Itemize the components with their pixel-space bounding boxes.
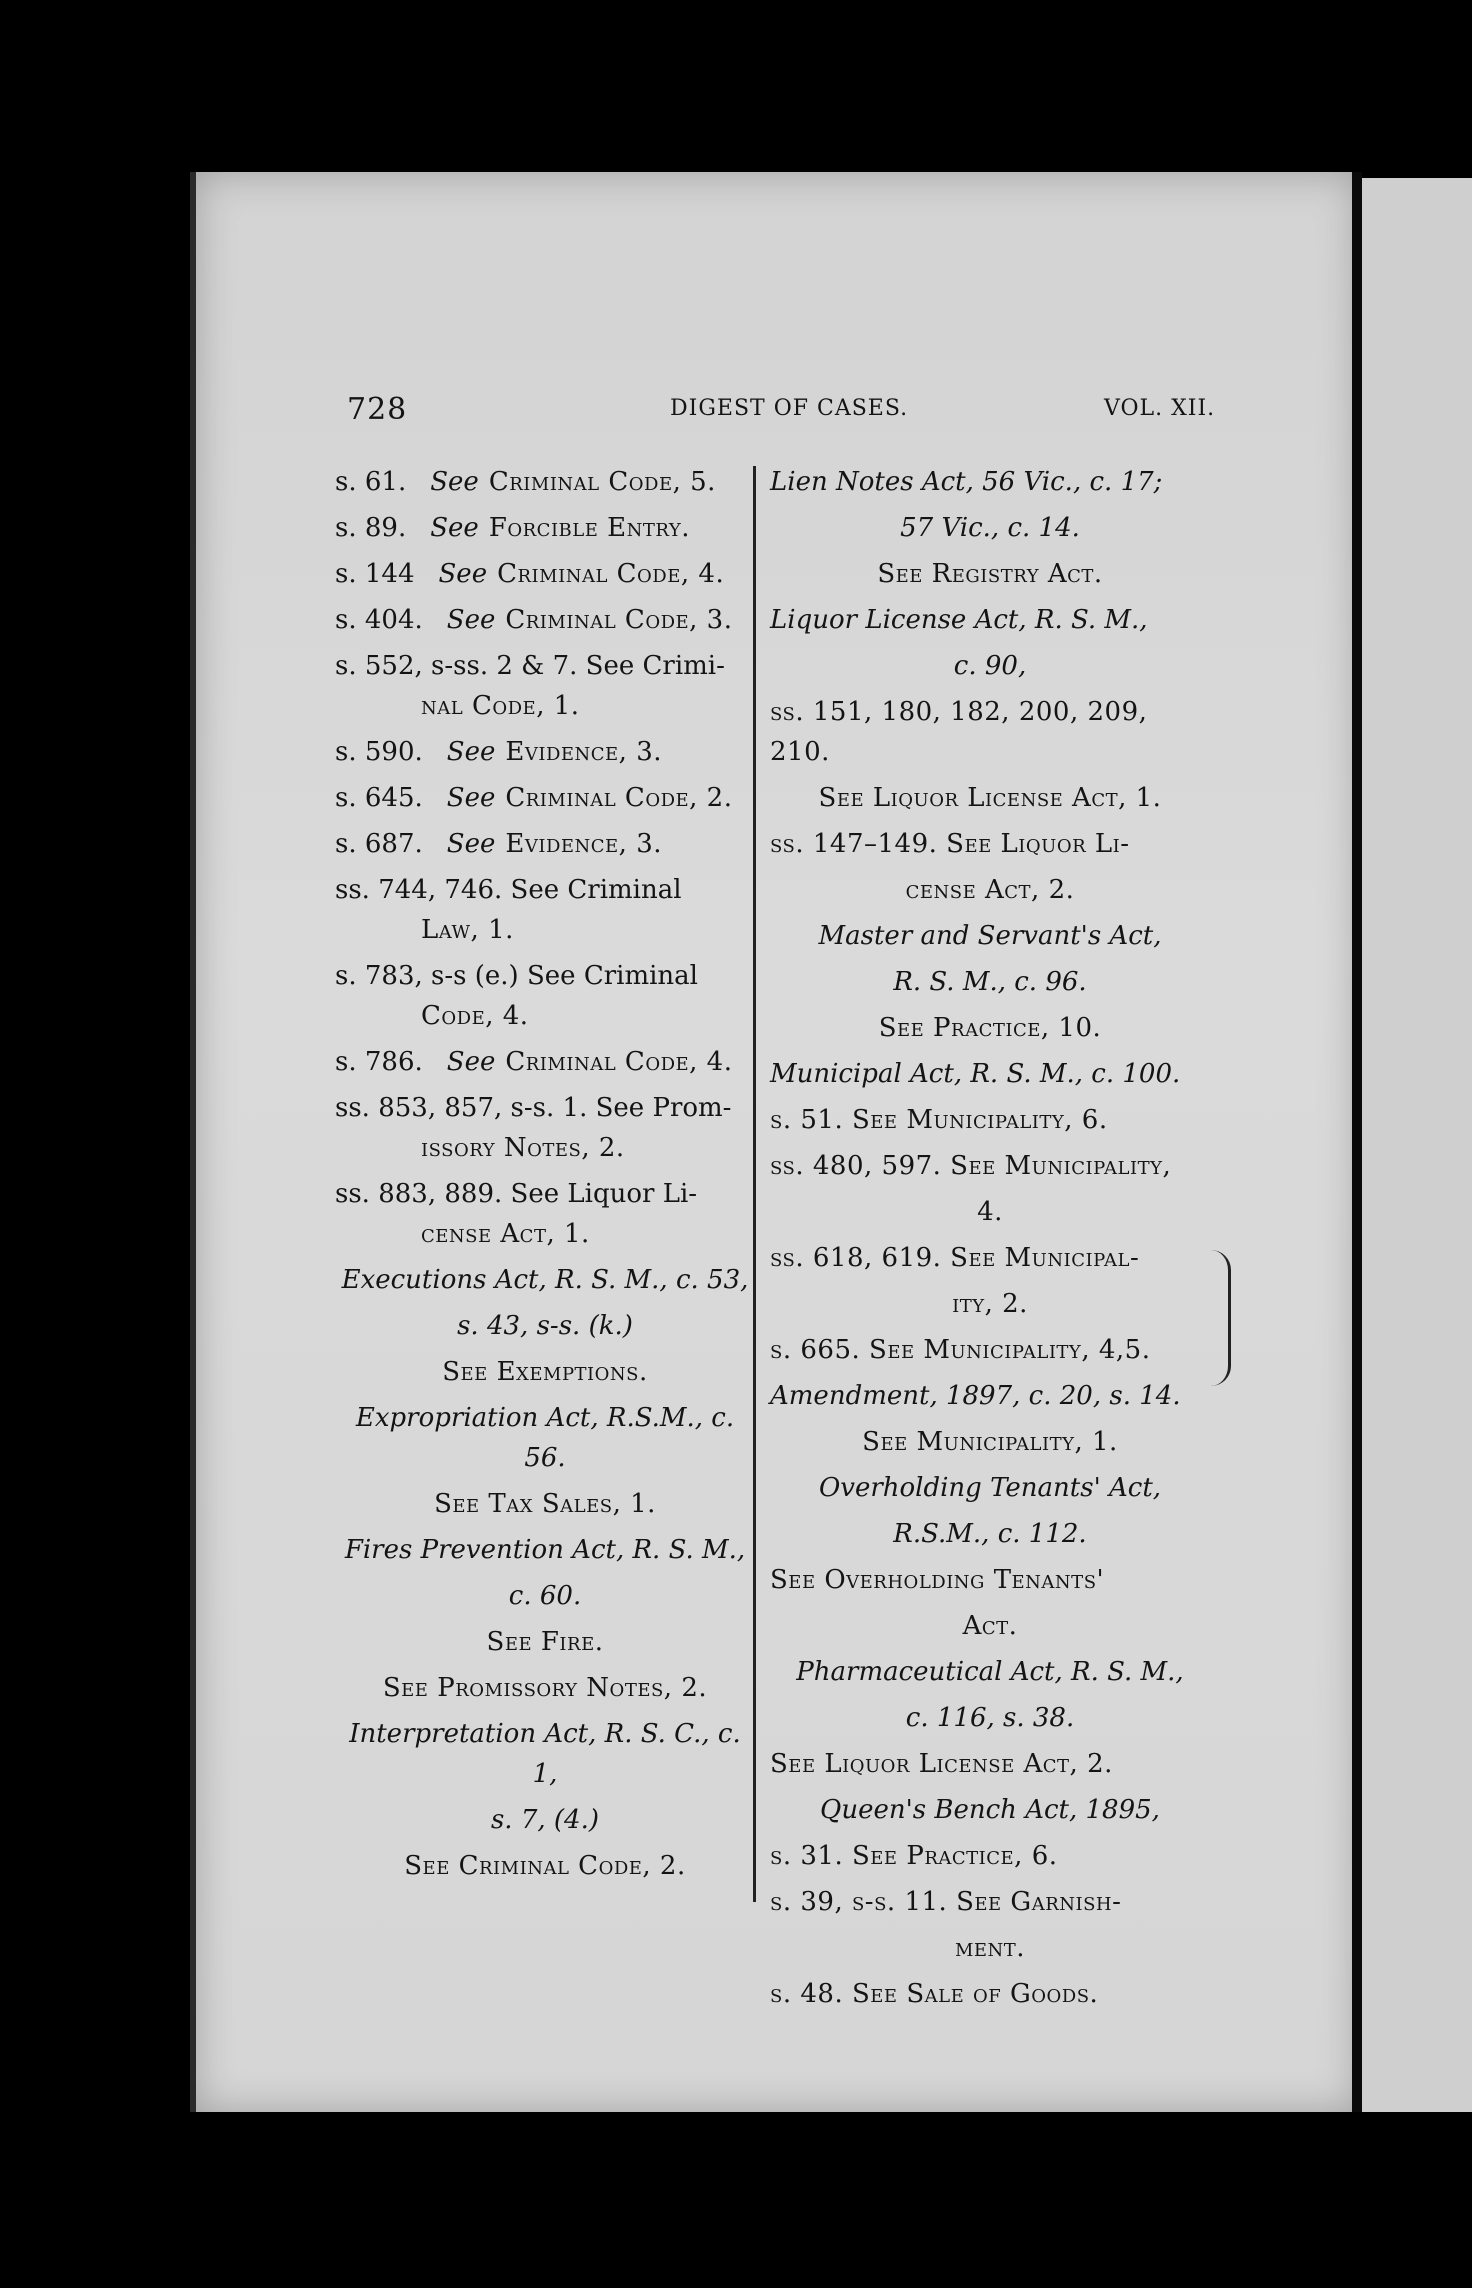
see-word: See: [438, 559, 488, 589]
index-entry: [335, 508, 755, 548]
see-reference: See Promissory Notes, 2.: [382, 1673, 708, 1703]
index-entry: See Registry Act.: [877, 559, 1103, 589]
section-ref: s. 61.: [335, 467, 407, 497]
index-entry: s. 48. See Sale of Goods.: [770, 1979, 1099, 2009]
index-entry: [335, 778, 755, 818]
index-entry: [335, 600, 755, 640]
index-entry: [335, 824, 755, 864]
statute-heading: 57 Vic., c. 14.: [900, 513, 1080, 543]
cross-reference: Evidence, 3.: [505, 829, 663, 859]
entry-line: ss. 853, 857, s-s. 1. See Prom-: [335, 1093, 732, 1123]
statute-heading: Overholding Tenants' Act,: [818, 1473, 1162, 1503]
statute-heading: s. 7, (4.): [490, 1805, 600, 1835]
entry-continuation: cense Act, 1.: [421, 1219, 590, 1249]
index-entry: See Practice, 10.: [878, 1013, 1102, 1043]
see-word: See: [446, 1047, 496, 1077]
statute-heading: Lien Notes Act, 56 Vic., c. 17;: [770, 467, 1163, 497]
entry-continuation: Code, 4.: [421, 1001, 529, 1031]
section-ref: s. 404.: [335, 605, 423, 635]
statute-heading: Executions Act, R. S. M., c. 53,: [341, 1265, 749, 1295]
statute-heading: Interpretation Act, R. S. C., c. 1,: [349, 1719, 741, 1789]
entry-continuation: Law, 1.: [421, 915, 514, 945]
cross-reference: Criminal Code, 4.: [505, 1047, 733, 1077]
see-reference: See Fire.: [486, 1627, 604, 1657]
section-ref: s. 786.: [335, 1047, 423, 1077]
cross-reference: Evidence, 3.: [505, 737, 663, 767]
index-entry: cense Act, 2.: [905, 875, 1075, 905]
running-title: DIGEST OF CASES.: [670, 396, 909, 421]
statute-heading: s. 43, s-s. (k.): [457, 1311, 633, 1341]
entry-line: s. 783, s-s (e.) See Criminal: [335, 961, 698, 991]
right-brace: [1208, 1250, 1231, 1386]
index-entry: [335, 646, 755, 726]
statute-heading: c. 90,: [953, 651, 1027, 681]
section-ref: s. 144: [335, 559, 415, 589]
index-entry: ity, 2.: [952, 1289, 1028, 1319]
index-entry: Act.: [962, 1611, 1018, 1641]
statute-heading: Fires Prevention Act, R. S. M.,: [344, 1535, 746, 1565]
statute-heading: R.S.M., c. 112.: [893, 1519, 1087, 1549]
statute-heading: Amendment, 1897, c. 20, s. 14.: [770, 1381, 1181, 1411]
cross-reference: Criminal Code, 2.: [505, 783, 733, 813]
see-reference: See Criminal Code, 2.: [404, 1851, 686, 1881]
page-number: 728: [347, 392, 408, 427]
entry-line: ss. 883, 889. See Liquor Li-: [335, 1179, 698, 1209]
statute-heading: c. 116, s. 38.: [905, 1703, 1075, 1733]
see-word: See: [446, 605, 496, 635]
index-entry: See Liquor License Act, 1.: [818, 783, 1162, 813]
index-entry: [335, 1042, 755, 1082]
index-entry: s. 39, s-s. 11. See Garnish-: [770, 1887, 1122, 1917]
see-word: See: [446, 737, 496, 767]
index-entry: See Liquor License Act, 2.: [770, 1749, 1113, 1779]
statute-heading: R. S. M., c. 96.: [893, 967, 1087, 997]
see-word: See: [430, 513, 479, 543]
entry-line: ss. 744, 746. See Criminal: [335, 875, 682, 905]
index-entry: 4.: [977, 1197, 1003, 1227]
cross-reference: Forcible Entry.: [488, 513, 691, 543]
section-ref: s. 89.: [335, 513, 407, 543]
section-ref: s. 590.: [335, 737, 423, 767]
statute-heading: Master and Servant's Act,: [818, 921, 1162, 951]
see-word: See: [446, 829, 496, 859]
cross-reference: Criminal Code, 5.: [488, 467, 716, 497]
cross-reference: Criminal Code, 4.: [497, 559, 725, 589]
index-entry: ss. 480, 597. See Municipality,: [770, 1151, 1172, 1181]
book-spine: [1352, 172, 1362, 2112]
index-entry: ss. 147–149. See Liquor Li-: [770, 829, 1130, 859]
statute-heading: Pharmaceutical Act, R. S. M.,: [796, 1657, 1184, 1687]
see-word: See: [446, 783, 496, 813]
statute-heading: Municipal Act, R. S. M., c. 100.: [770, 1059, 1181, 1089]
entry-line: s. 552, s-ss. 2 & 7. See Crimi-: [335, 651, 725, 681]
index-entry: [335, 462, 755, 502]
index-entry: ss. 151, 180, 182, 200, 209, 210.: [770, 697, 1148, 767]
index-entry: See Municipality, 1.: [862, 1427, 1118, 1457]
see-reference: See Exemptions.: [442, 1357, 648, 1387]
index-entry: s. 665. See Municipality, 4,5.: [770, 1335, 1151, 1365]
index-entry: [335, 956, 755, 1036]
index-entry: [335, 732, 755, 772]
cross-reference: Criminal Code, 3.: [505, 605, 733, 635]
section-ref: s. 645.: [335, 783, 423, 813]
index-entry: s. 51. See Municipality, 6.: [770, 1105, 1108, 1135]
index-entry: [335, 1174, 755, 1254]
statute-heading: c. 60.: [508, 1581, 582, 1611]
volume-label: VOL. XII.: [1104, 396, 1216, 421]
index-entry: [335, 1088, 755, 1168]
index-entry: [335, 554, 755, 594]
statute-heading: Expropriation Act, R.S.M., c. 56.: [355, 1403, 735, 1473]
statute-heading: Queen's Bench Act, 1895,: [820, 1795, 1160, 1825]
index-entry: s. 31. See Practice, 6.: [770, 1841, 1058, 1871]
index-entry: [335, 870, 755, 950]
statute-heading: Liquor License Act, R. S. M.,: [770, 605, 1148, 635]
right-column: [770, 462, 1210, 2020]
entry-continuation: nal Code, 1.: [421, 691, 580, 721]
section-ref: s. 687.: [335, 829, 423, 859]
adjacent-page-edge: [1362, 178, 1472, 2112]
see-word: See: [430, 467, 479, 497]
left-column: [335, 462, 755, 1892]
index-entry: ment.: [954, 1933, 1026, 1963]
index-entry: ss. 618, 619. See Municipal-: [770, 1243, 1140, 1273]
entry-continuation: issory Notes, 2.: [421, 1133, 625, 1163]
see-reference: See Tax Sales, 1.: [434, 1489, 656, 1519]
index-entry: See Overholding Tenants': [770, 1565, 1105, 1595]
